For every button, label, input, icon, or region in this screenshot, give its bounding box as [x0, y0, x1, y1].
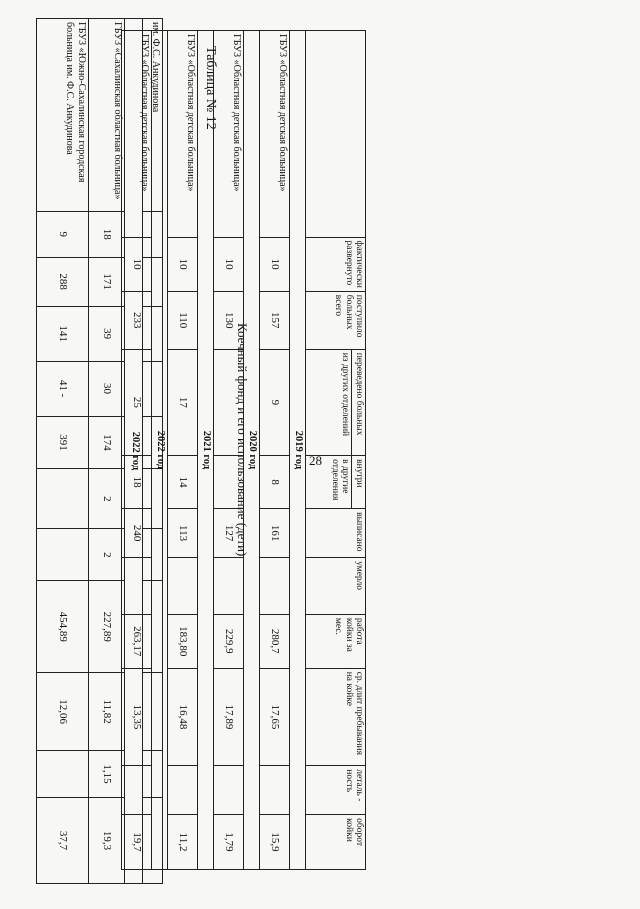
- main-table: [121, 30, 366, 870]
- header-admitted: поступило больных всего: [306, 291, 366, 349]
- cell: [37, 529, 89, 581]
- table-label: Таблица № 12: [203, 46, 218, 130]
- cell: 229,9: [214, 614, 244, 668]
- header-mortality: леталь - ность: [306, 766, 366, 815]
- cell: 17: [168, 349, 198, 455]
- cell: [260, 558, 290, 615]
- cell: [37, 751, 89, 798]
- table-row: [89, 19, 125, 884]
- cell: 10: [122, 237, 152, 291]
- table-row: [122, 31, 152, 870]
- cell: 9: [37, 211, 89, 257]
- cell: 19,3: [89, 798, 125, 884]
- cell: 10: [260, 237, 290, 291]
- cell: 12,06: [37, 673, 89, 751]
- continuation-label: им. Ф.С. Анкудинова: [143, 19, 163, 212]
- cell: 171: [89, 257, 125, 306]
- cell: 2: [89, 529, 125, 581]
- page-number: 28: [309, 453, 322, 468]
- table-title: Коечный фонд и его использование (дети): [235, 323, 250, 557]
- cell: 2: [89, 469, 125, 529]
- cell: 41 -: [37, 361, 89, 416]
- cell: 11,82: [89, 673, 125, 751]
- cell: 174: [89, 416, 125, 469]
- table-row: [168, 31, 198, 870]
- cell: [122, 766, 152, 815]
- header-discharged: выписано: [306, 509, 366, 558]
- cell: 1,79: [214, 815, 244, 870]
- cell: 37,7: [37, 798, 89, 884]
- row-name: ГБУЗ «Областная детская больница»: [260, 31, 290, 238]
- cell: 141: [37, 306, 89, 361]
- cell: 127: [214, 509, 244, 558]
- cell: 183,80: [168, 614, 198, 668]
- cell: 11,2: [168, 815, 198, 870]
- row-name: ГБУЗ «Областная детская больница»: [168, 31, 198, 238]
- cell: 1,15: [89, 751, 125, 798]
- header-avg-stay: ср. длит пребывания на койке: [306, 668, 366, 766]
- cell: 113: [168, 509, 198, 558]
- cell: [214, 456, 244, 509]
- row-name: ГБУЗ «Южно-Сахалинская городская больница им. Ф.С. Анкудинова: [37, 19, 89, 212]
- cell: 13,35: [122, 668, 152, 766]
- section-label-2022: 2022 год: [125, 19, 143, 884]
- cell: [214, 558, 244, 615]
- cell: 16,48: [168, 668, 198, 766]
- cell: 454,89: [37, 581, 89, 673]
- cell: 240: [122, 509, 152, 558]
- cell: 10: [168, 237, 198, 291]
- cell: 233: [122, 291, 152, 349]
- table-row: [214, 31, 244, 870]
- cell: 18: [89, 211, 125, 257]
- cell: 17,65: [260, 668, 290, 766]
- header-died: умерло: [306, 558, 366, 615]
- cell: [122, 558, 152, 615]
- cell: 157: [260, 291, 290, 349]
- cell: 391: [37, 416, 89, 469]
- header-bed-work: работа койки за мес.: [306, 614, 366, 668]
- cell: 17,89: [214, 668, 244, 766]
- section-year: 2021 год: [198, 31, 214, 870]
- section-year: 2020 год: [244, 31, 260, 870]
- header-turnover: оборот койки: [306, 815, 366, 870]
- header-transferred: переведено больных: [352, 349, 366, 455]
- row-name: ГБУЗ «Сахалинская областная больница»: [89, 19, 125, 212]
- cell: 14: [168, 456, 198, 509]
- header-deployed: фактически развернуто: [306, 237, 366, 291]
- cell: 18: [122, 456, 152, 509]
- cell: 39: [89, 306, 125, 361]
- cell: 288: [37, 257, 89, 306]
- cell: [168, 558, 198, 615]
- cell: 19,7: [122, 815, 152, 870]
- cell: 15,9: [260, 815, 290, 870]
- row-name: ГБУЗ «Областная детская больница»: [122, 31, 152, 238]
- table-row: [260, 31, 290, 870]
- cell: 25: [122, 349, 152, 455]
- table-row: [37, 19, 89, 884]
- cell: 263,17: [122, 614, 152, 668]
- cell: [214, 766, 244, 815]
- header-internal: внутри: [352, 456, 366, 509]
- cell: [168, 766, 198, 815]
- cell: 10: [214, 237, 244, 291]
- row-name: ГБУЗ «Областная детская больница»: [214, 31, 244, 238]
- section-year: 2022 год: [152, 31, 168, 870]
- cell: 8: [260, 456, 290, 509]
- cell: 110: [168, 291, 198, 349]
- section-year: 2019 год: [290, 31, 306, 870]
- header-transferred-from: из других отделений: [306, 349, 352, 455]
- cell: 227,89: [89, 581, 125, 673]
- cell: [214, 349, 244, 455]
- cell: 30: [89, 361, 125, 416]
- cell: 130: [214, 291, 244, 349]
- cell: [260, 766, 290, 815]
- main-table-wrapper: [121, 30, 366, 870]
- cell: 161: [260, 509, 290, 558]
- cell: 280,7: [260, 614, 290, 668]
- header-transferred-to: в другие отделения: [306, 456, 352, 509]
- cell: [37, 469, 89, 529]
- cell: 9: [260, 349, 290, 455]
